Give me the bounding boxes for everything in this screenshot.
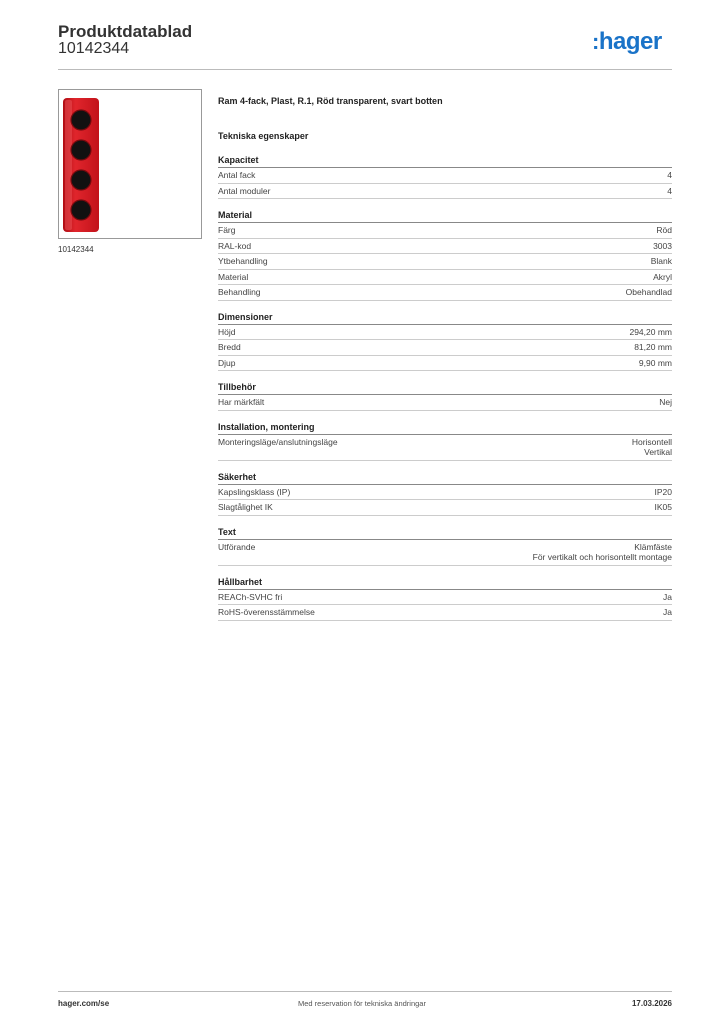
spec-row: [218, 340, 672, 356]
spec-value: [663, 607, 672, 618]
spec-row: [218, 325, 672, 341]
section-title: Text: [218, 527, 672, 540]
spec-value-line: 81,20 mm: [634, 342, 672, 352]
spec-value: [653, 272, 672, 283]
spec-label: Djup: [218, 357, 236, 368]
section-title: Dimensioner: [218, 312, 672, 325]
document-title: Produktdatablad: [58, 22, 193, 41]
spec-row: [218, 356, 672, 372]
spec-value: [634, 342, 672, 353]
spec-label: Höjd: [218, 326, 236, 337]
spec-label: Behandling: [218, 287, 261, 297]
spec-value-line: Vertikal: [644, 447, 672, 457]
spec-label: Ytbehandling: [218, 256, 268, 266]
spec-value-line: IP20: [654, 486, 672, 497]
section-title: Material: [218, 210, 672, 223]
section-title: Tillbehör: [218, 382, 672, 395]
spec-value: [533, 542, 672, 563]
spec-section: [218, 382, 672, 411]
spec-value-line: Nej: [659, 397, 672, 407]
spec-value-line: Röd: [656, 225, 672, 235]
spec-value-line: Ja: [663, 591, 672, 602]
spec-row: [218, 239, 672, 255]
section-title: Hållbarhet: [218, 577, 672, 590]
spec-label: Antal fack: [218, 170, 256, 180]
spec-value-line: För vertikalt och horisontellt montage: [532, 552, 672, 562]
spec-value: [667, 170, 672, 181]
spec-value-line: Klämfäste: [634, 541, 672, 552]
spec-section: [218, 527, 672, 566]
spec-label: Utförande: [218, 541, 256, 552]
spec-value-line: IK05: [654, 502, 672, 512]
section-title: Kapacitet: [218, 155, 672, 168]
footer-divider: [58, 991, 672, 992]
spec-label: RoHS-överensstämmelse: [218, 607, 315, 617]
spec-value: [655, 502, 673, 513]
frame-hole-4: [71, 200, 91, 220]
spec-value: [663, 592, 672, 603]
spec-label: Bredd: [218, 342, 241, 352]
spec-row: [218, 395, 672, 411]
spec-label: Kapslingsklass (IP): [218, 486, 291, 497]
spec-label: Har märkfält: [218, 397, 265, 407]
spec-value-line: 294,20 mm: [629, 326, 672, 337]
spec-row: [218, 435, 672, 461]
product-title: Ram 4-fack, Plast, R.1, Röd transparent, svart botten: [218, 96, 443, 106]
spec-row: [218, 168, 672, 184]
spec-section: [218, 312, 672, 372]
spec-label: Slagtålighet IK: [218, 502, 273, 512]
footer-date: 17.03.2026: [631, 999, 672, 1008]
spec-value: [626, 287, 672, 298]
spec-label: REACh-SVHC fri: [218, 591, 283, 602]
spec-value-line: Ja: [663, 607, 672, 617]
spec-value: [656, 225, 672, 236]
frame-hole-3: [71, 170, 91, 190]
spec-row: [218, 500, 672, 516]
product-image: [58, 89, 202, 239]
spec-value-line: Akryl: [653, 271, 672, 282]
hager-logo: [592, 28, 662, 56]
product-code: 10142344: [58, 40, 130, 57]
spec-row: [218, 485, 672, 501]
spec-section: [218, 472, 672, 516]
spec-sections: [218, 155, 672, 632]
spec-value: [659, 397, 672, 408]
spec-section: [218, 210, 672, 301]
spec-value: [632, 437, 672, 458]
spec-value-line: 4: [667, 170, 672, 180]
spec-value: [653, 241, 672, 252]
section-title: Säkerhet: [218, 472, 672, 485]
spec-row: [218, 254, 672, 270]
spec-value: [629, 327, 672, 338]
spec-label: Material: [218, 271, 249, 282]
logo-text: hager: [598, 28, 662, 55]
spec-section: [218, 577, 672, 621]
frame-hole-2: [71, 140, 91, 160]
spec-value-line: Blank: [650, 256, 672, 266]
spec-label: Färg: [218, 225, 236, 235]
spec-value: [667, 186, 672, 197]
spec-section: [218, 155, 672, 199]
tech-heading: Tekniska egenskaper: [218, 131, 309, 141]
footer-website[interactable]: hager.com/se: [58, 999, 110, 1008]
spec-row: [218, 285, 672, 301]
spec-value: [651, 256, 672, 267]
frame-illustration: [59, 90, 201, 238]
spec-value-line: Obehandlad: [625, 287, 672, 297]
spec-row: [218, 184, 672, 200]
spec-value-line: Horisontell: [631, 436, 672, 447]
spec-value-line: 3003: [653, 240, 672, 251]
spec-value: [655, 487, 673, 498]
spec-section: [218, 422, 672, 461]
spec-row: [218, 270, 672, 286]
spec-row: [218, 223, 672, 239]
spec-label: RAL-kod: [218, 240, 252, 251]
spec-value-line: 4: [667, 185, 672, 196]
frame-hole-1: [71, 110, 91, 130]
spec-row: [218, 605, 672, 621]
spec-value-line: 9,90 mm: [638, 357, 672, 368]
spec-label: Monteringsläge/anslutningsläge: [218, 436, 338, 447]
logo-prefix: :: [592, 29, 599, 54]
spec-row: [218, 540, 672, 566]
image-caption: 10142344: [58, 245, 94, 254]
spec-label: Antal moduler: [218, 185, 271, 196]
header-divider: [58, 69, 672, 70]
spec-row: [218, 590, 672, 606]
footer-disclaimer: Med reservation för tekniska ändringar: [298, 999, 426, 1008]
spec-value: [639, 358, 672, 369]
section-title: Installation, montering: [218, 422, 672, 435]
